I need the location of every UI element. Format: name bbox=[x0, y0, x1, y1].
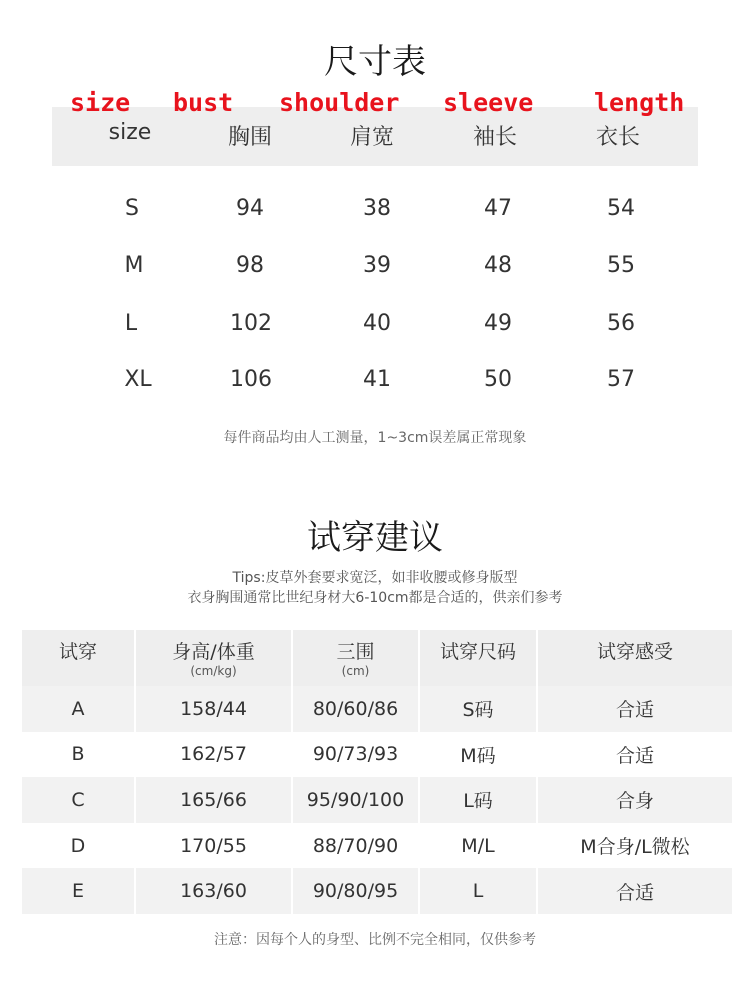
size-cell: L bbox=[124, 311, 138, 336]
header-tried-size: 试穿尺码 bbox=[419, 630, 537, 686]
measurements-cell: 80/60/86 bbox=[292, 686, 419, 732]
try-on-title: 试穿建议 bbox=[307, 518, 443, 558]
tried-size-cell: L bbox=[419, 868, 537, 914]
fit-feeling-cell: M合身/L微松 bbox=[537, 823, 733, 869]
tried-size-cell: M码 bbox=[419, 732, 537, 778]
height-weight-cell: 163/60 bbox=[135, 868, 292, 914]
english-header-sleeve: sleeve bbox=[443, 88, 534, 117]
try-on-header-row bbox=[21, 630, 733, 686]
tester-cell: C bbox=[21, 777, 135, 823]
sleeve-cell: 48 bbox=[484, 253, 512, 278]
size-chart-title: 尺寸表 bbox=[324, 42, 426, 82]
tester-cell: E bbox=[21, 868, 135, 914]
table-row bbox=[21, 823, 733, 869]
column-header-shoulder: 肩宽 bbox=[349, 125, 394, 150]
bust-cell: 106 bbox=[230, 367, 272, 392]
measurements-cell: 88/70/90 bbox=[292, 823, 419, 869]
english-header-length: length bbox=[594, 88, 685, 117]
tried-size-cell: S码 bbox=[419, 686, 537, 732]
fit-feeling-cell: 合身 bbox=[537, 777, 733, 823]
tester-cell: D bbox=[21, 823, 135, 869]
header-fit-feeling: 试穿感受 bbox=[537, 630, 733, 686]
measurements-cell: 90/73/93 bbox=[292, 732, 419, 778]
height-weight-cell: 158/44 bbox=[135, 686, 292, 732]
length-cell: 54 bbox=[607, 196, 635, 221]
length-cell: 57 bbox=[607, 367, 635, 392]
bust-cell: 102 bbox=[230, 311, 272, 336]
shoulder-cell: 41 bbox=[363, 367, 391, 392]
sleeve-cell: 49 bbox=[484, 311, 512, 336]
sleeve-cell: 50 bbox=[484, 367, 512, 392]
header-tester: 试穿 bbox=[21, 630, 135, 686]
shoulder-cell: 40 bbox=[363, 311, 391, 336]
measurement-note: 每件商品均由人工测量，1~3cm误差属正常现象 bbox=[223, 430, 527, 446]
height-weight-cell: 162/57 bbox=[135, 732, 292, 778]
bust-cell: 94 bbox=[236, 196, 264, 221]
header-measurements: 三围 (cm) bbox=[292, 630, 419, 686]
try-on-table bbox=[20, 630, 734, 914]
sleeve-cell: 47 bbox=[484, 196, 512, 221]
tried-size-cell: L码 bbox=[419, 777, 537, 823]
fit-feeling-cell: 合适 bbox=[537, 686, 733, 732]
measurements-cell: 90/80/95 bbox=[292, 868, 419, 914]
height-weight-cell: 170/55 bbox=[135, 823, 292, 869]
fit-feeling-cell: 合适 bbox=[537, 868, 733, 914]
english-header-size: size bbox=[70, 88, 131, 117]
column-header-length: 衣长 bbox=[595, 125, 640, 150]
disclaimer-note: 注意：因每个人的身型、比例不完全相同，仅供参考 bbox=[214, 932, 536, 948]
bust-cell: 98 bbox=[236, 253, 264, 278]
table-row bbox=[21, 777, 733, 823]
tester-cell: A bbox=[21, 686, 135, 732]
tips-line-2: 衣身胸围通常比世纪身材大6-10cm都是合适的，供亲们参考 bbox=[187, 590, 563, 606]
table-row bbox=[21, 868, 733, 914]
fit-feeling-cell: 合适 bbox=[537, 732, 733, 778]
shoulder-cell: 38 bbox=[363, 196, 391, 221]
tried-size-cell: M/L bbox=[419, 823, 537, 869]
tips-line-1: Tips:皮草外套要求宽泛，如非收腰或修身版型 bbox=[232, 570, 518, 586]
measurements-cell: 95/90/100 bbox=[292, 777, 419, 823]
length-cell: 55 bbox=[607, 253, 635, 278]
tester-cell: B bbox=[21, 732, 135, 778]
length-cell: 56 bbox=[607, 311, 635, 336]
size-cell: S bbox=[125, 196, 139, 221]
height-weight-cell: 165/66 bbox=[135, 777, 292, 823]
table-row bbox=[21, 732, 733, 778]
shoulder-cell: 39 bbox=[363, 253, 391, 278]
header-height-weight: 身高/体重 (cm/kg) bbox=[135, 630, 292, 686]
size-cell: M bbox=[124, 253, 144, 278]
english-header-shoulder: shoulder bbox=[279, 88, 400, 117]
column-header-sleeve: 袖长 bbox=[472, 125, 517, 150]
table-row bbox=[21, 686, 733, 732]
column-header-size: size bbox=[108, 120, 152, 145]
size-cell: XL bbox=[124, 367, 152, 392]
english-header-bust: bust bbox=[173, 88, 234, 117]
column-header-bust: 胸围 bbox=[227, 125, 272, 150]
